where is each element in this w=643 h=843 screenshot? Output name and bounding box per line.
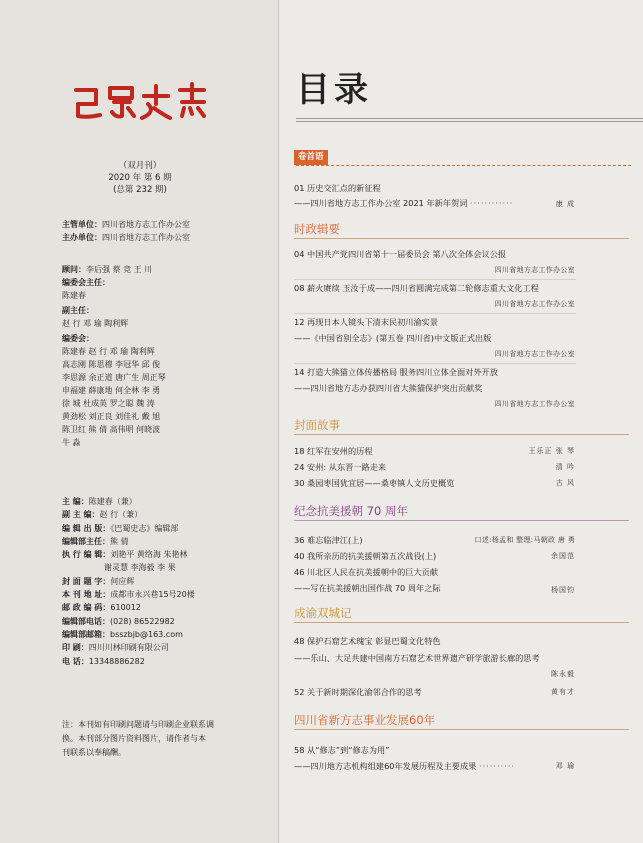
supervisor: 四川省地方志工作办公室 bbox=[102, 220, 190, 229]
toc-author: 杨国钧 bbox=[551, 586, 575, 594]
section-rule bbox=[296, 165, 631, 166]
staff-label: 主 编： bbox=[62, 497, 89, 506]
staff-value: 13348886282 bbox=[88, 656, 145, 666]
staff-label: 封 面 题 字： bbox=[62, 576, 111, 586]
section-rule bbox=[294, 622, 629, 623]
notice-line: 换。本刊部分图片资料图片，请作者与本 bbox=[62, 734, 206, 743]
section-rule bbox=[294, 434, 629, 435]
toc-author: 王乐正 张 琴 bbox=[528, 447, 575, 455]
toc-entry[interactable]: 24 安州: 从东晋一路走来 bbox=[294, 462, 387, 472]
toc-author: 康 成 bbox=[555, 200, 575, 208]
toc-entry[interactable]: 18 红军在安州的历程 bbox=[294, 446, 373, 456]
staff-value: (028) 86522982 bbox=[110, 616, 175, 626]
staff-value: 成都市永兴巷15号20楼 bbox=[110, 590, 195, 600]
issue-info bbox=[80, 160, 200, 196]
toc-author: 四川省地方志工作办公室 bbox=[494, 350, 575, 358]
toc-entry-sub: ——乐山、大足共建中国南方石窟艺术世界遗产研学旅游长廊的思考 bbox=[294, 653, 540, 663]
toc-entry-sub: ——写在抗美援朝出国作战 70 周年之际 bbox=[294, 583, 441, 593]
staff-value: 刘艳平 黄络海 朱艳林 bbox=[110, 550, 188, 560]
toc-author: 陈永毅 bbox=[551, 670, 575, 678]
staff-label: 编辑部电话： bbox=[62, 616, 110, 626]
toc-entry[interactable]: 30 桑园枣国犹宜居——桑枣镇人文历史概览 bbox=[294, 478, 455, 488]
toc-entry[interactable]: 36 难忘临津江(上) bbox=[294, 535, 363, 545]
organizer-label: 主办单位： bbox=[62, 233, 102, 242]
toc-author: 四川省地方志工作办公室 bbox=[494, 400, 575, 408]
staff-label: 本 刊 地 址： bbox=[62, 590, 111, 600]
toc-entry-sub bbox=[294, 761, 576, 772]
row-rule bbox=[294, 279, 576, 280]
director-label: 编委会主任： bbox=[62, 278, 110, 287]
member-row: 牛 淼 bbox=[62, 438, 81, 447]
committee bbox=[62, 263, 166, 449]
member-row: 黄劲松 刘正良 刘佳礼 戴 旭 bbox=[62, 412, 161, 421]
frequency: （双月刊） bbox=[118, 161, 162, 171]
staff-value: 何应辉 bbox=[110, 576, 135, 586]
toc-entry[interactable]: 46 川北区人民在抗美援朝中的巨大贡献 bbox=[294, 567, 439, 577]
toc-entry-sub: ——四川省地方志办获四川省大熊猫保护突出贡献奖 bbox=[294, 383, 483, 393]
deputy-label: 副主任： bbox=[62, 306, 94, 315]
section-heading: 纪念抗美援朝 70 周年 bbox=[294, 504, 408, 518]
section-heading: 封面故事 bbox=[294, 418, 340, 432]
notice-line: 刊联系以奉稿酬。 bbox=[62, 748, 126, 757]
staff-value: 陈建春（兼） bbox=[88, 497, 137, 506]
members-label: 编委会： bbox=[62, 334, 94, 343]
row-rule bbox=[294, 363, 576, 364]
toc-author: 邓 瑜 bbox=[555, 762, 575, 770]
section-rule bbox=[294, 729, 629, 730]
section-rule bbox=[294, 520, 629, 521]
advisers: 李后强 蔡 竞 王 川 bbox=[86, 265, 153, 274]
supervisor-label: 主管单位： bbox=[62, 220, 102, 229]
sponsors bbox=[62, 218, 190, 244]
toc-author: 余国范 bbox=[551, 552, 575, 560]
notice-line: 注：本刊如有印刷问题请与印刷企业联系调 bbox=[62, 720, 214, 729]
toc-author: 四川省地方志工作办公室 bbox=[494, 300, 575, 308]
staff-label: 编辑部邮箱： bbox=[62, 629, 110, 639]
section-heading: 成渝双城记 bbox=[294, 606, 352, 620]
leader-dots: ············ bbox=[470, 198, 514, 208]
entry-subtitle: ——四川省地方志工作办公室 2021 年新年贺词 bbox=[294, 198, 468, 208]
staff-label: 电 话： bbox=[62, 656, 89, 666]
toc-entry[interactable]: 52 关于新时期深化渝邻合作的思考 bbox=[294, 687, 422, 697]
entry-subtitle: ——四川地方志机构组建60年发展历程及主要成果 bbox=[294, 761, 477, 771]
deputies: 赵 行 邓 瑜 陶利辉 bbox=[62, 319, 129, 328]
staff-label: 印 刷： bbox=[62, 643, 89, 653]
title-rule bbox=[296, 118, 643, 119]
toc-entry[interactable]: 48 保护石窟艺术瑰宝 彰显巴蜀文化特色 bbox=[294, 636, 441, 646]
member-row: 申福建 薛康地 何全林 李 勇 bbox=[62, 386, 161, 395]
journal-logo bbox=[70, 82, 210, 122]
toc-entry[interactable]: 08 薪火赓续 玉汝于成——四川省圆满完成第二轮修志重大文化工程 bbox=[294, 283, 539, 293]
toc-entry[interactable]: 12 再现日本人镜头下清末民初川渝实景 bbox=[294, 317, 439, 327]
toc-author: 黄有才 bbox=[551, 688, 575, 696]
staff-label: 编 辑 出 版： bbox=[62, 523, 111, 533]
section-rule bbox=[294, 238, 629, 239]
toc-entry[interactable]: 40 我所亲历的抗美援朝第五次战役(上) bbox=[294, 551, 437, 561]
lead-badge: 卷首语 bbox=[294, 150, 328, 165]
staff-value: 四川川林印刷有限公司 bbox=[88, 643, 169, 653]
toc-title: 目录 bbox=[296, 70, 372, 110]
title-rule bbox=[296, 121, 643, 122]
toc-entry[interactable]: 14 打造大熊猫立体传播格局 服务四川立体全面对外开放 bbox=[294, 367, 498, 377]
staff-label: 邮 政 编 码： bbox=[62, 603, 111, 613]
staff-value: 谢灵慧 李海毅 李 果 bbox=[104, 563, 176, 573]
staff-label: 副 主 编： bbox=[62, 510, 100, 520]
leader-dots: ·········· bbox=[478, 761, 515, 771]
staff-list bbox=[62, 495, 195, 668]
toc-entry[interactable]: 58 从“修志”到“修志为用” bbox=[294, 745, 390, 755]
row-rule bbox=[294, 313, 576, 314]
staff-label: 编辑部主任： bbox=[62, 536, 110, 546]
total-issue: (总第 232 期) bbox=[113, 185, 167, 195]
staff-value: 《巴蜀史志》编辑部 bbox=[110, 523, 179, 533]
director: 陈建春 bbox=[62, 291, 86, 300]
staff-value: 610012 bbox=[110, 603, 141, 613]
section-heading: 四川省新方志事业发展60年 bbox=[294, 713, 436, 727]
toc-author: 清 吟 bbox=[555, 463, 575, 471]
member-row: 陈卫红 熊 倩 高伟明 何晓波 bbox=[62, 425, 161, 434]
staff-value: bsszbjb@163.com bbox=[110, 629, 183, 639]
member-row: 陈建春 赵 行 邓 瑜 陶利辉 bbox=[62, 347, 155, 356]
staff-value: 熊 倩 bbox=[110, 536, 129, 546]
toc-author: 四川省地方志工作办公室 bbox=[494, 266, 575, 274]
toc-author: 古 风 bbox=[555, 479, 575, 487]
staff-label: 执 行 编 辑： bbox=[62, 550, 111, 560]
member-row: 李思源 余正道 唐广生 周正琴 bbox=[62, 373, 166, 382]
toc-author: 口述:杨孟和 整理:马朝政 唐 勇 bbox=[474, 536, 575, 544]
adviser-label: 顾问： bbox=[62, 265, 86, 274]
organizer: 四川省地方志工作办公室 bbox=[102, 233, 190, 242]
toc-entry[interactable]: 01 历史交汇点的新征程 bbox=[294, 183, 381, 193]
toc-entry-sub bbox=[294, 198, 576, 209]
staff-value: 赵 行（兼） bbox=[99, 510, 143, 520]
toc-entry[interactable]: 04 中国共产党四川省第十一届委员会 第八次全体会议公报 bbox=[294, 249, 507, 259]
member-row: 高志刚 陈思穆 李冠华 邱 俊 bbox=[62, 360, 161, 369]
year-issue: 2020 年 第 6 期 bbox=[108, 173, 172, 183]
member-row: 徐 城 杜成英 罗之聪 魏 涛 bbox=[62, 399, 155, 408]
notice bbox=[62, 718, 262, 760]
toc-entry-sub: ——《中国省别全志》(第五卷 四川省)中文版正式出版 bbox=[294, 333, 492, 343]
section-heading: 时政辑要 bbox=[294, 222, 340, 236]
